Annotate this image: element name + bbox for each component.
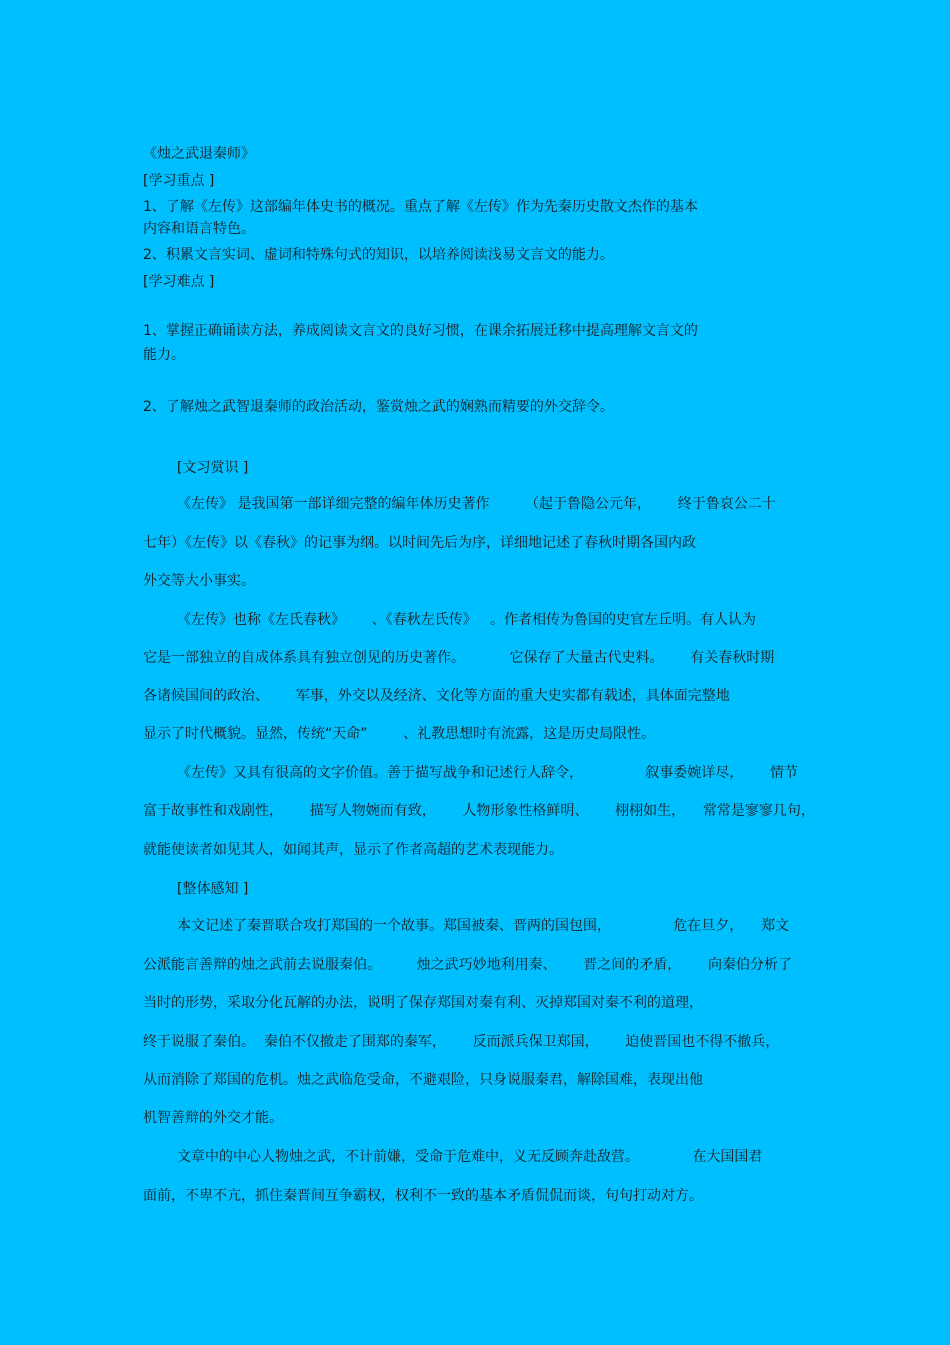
paragraph-line: 公派能言善辩的烛之武前去说服秦伯。 烛之武巧妙地利用秦、 晋之间的矛盾， 向秦伯分析了	[143, 957, 793, 973]
paragraph-line: 文章中的中心人物烛之武，不计前嫌，受命于危难中，义无反顾奔赴敌营。 在大国国君	[177, 1149, 763, 1165]
paragraph-line: 显示了时代概貌。显然，传统“天命” 、礼教思想时有流露，这是历史局限性。	[143, 726, 656, 742]
study-difficulty-item-1-cont: 能力。	[143, 347, 185, 363]
paragraph-line: 当时的形势，采取分化瓦解的办法，说明了保存郑国对秦有利、灭掉郑国对秦不利的道理，	[143, 995, 703, 1011]
paragraph-line: 它是一部独立的自成体系具有独立创见的历史著作。 它保存了大量古代史料。 有关春秋时期	[143, 650, 775, 666]
literary-knowledge-heading: [文习赏识 ]	[177, 460, 249, 476]
overall-perception-heading: [整体感知 ]	[177, 881, 249, 897]
study-focus-item-1: 1、了解《左传》这部编年体史书的概况。重点了解《左传》作为先秦历史散文杰作的基本	[143, 199, 698, 215]
study-difficulty-item-1: 1、掌握正确诵读方法，养成阅读文言文的良好习惯，在课余拓展迁移中提高理解文言文的	[143, 323, 698, 339]
paragraph-line: 面前，不卑不亢，抓住秦晋间互争霸权，权利不一致的基本矛盾侃侃而谈，句句打动对方。	[143, 1188, 703, 1204]
paragraph-line: 各诸候国间的政治、 军事，外交以及经济、文化等方面的重大史实都有载述，具体面完整地	[143, 688, 730, 704]
paragraph-line: 外交等大小事实。	[143, 573, 255, 589]
document-title: 《烛之武退秦师》	[143, 146, 255, 162]
paragraph-line: 终于说服了秦伯。 秦伯不仅撤走了围郑的秦军， 反而派兵保卫郑国， 迫使晋国也不得不撤兵，	[143, 1034, 780, 1050]
paragraph-line: 本文记述了秦晋联合攻打郑国的一个故事。郑国被秦、晋两的国包围， 危在旦夕， 郑文	[177, 918, 790, 934]
paragraph-line: 从而消除了郑国的危机。烛之武临危受命，不避艰险，只身说服秦君，解除国难，表现出他	[143, 1072, 703, 1088]
study-difficulty-item-2: 2、了解烛之武智退秦师的政治活动，鉴赏烛之武的娴熟而精要的外交辞令。	[143, 399, 614, 415]
paragraph-line: 就能使读者如见其人，如闻其声，显示了作者高超的艺术表现能力。	[143, 842, 563, 858]
paragraph-line: 机智善辩的外交才能。	[143, 1110, 283, 1126]
study-focus-item-1-cont: 内容和语言特色。	[143, 221, 255, 237]
study-focus-heading: [学习重点 ]	[143, 173, 215, 189]
study-focus-item-2: 2、积累文言实词、虚词和特殊句式的知识，以培养阅读浅易文言文的能力。	[143, 247, 614, 263]
paragraph-line: 《左传》也称《左氏春秋》 、《春秋左氏传》 。作者相传为鲁国的史官左丘明。有人认为	[177, 612, 757, 628]
paragraph-line: 七年）《左传》以《春秋》的记事为纲。以时间先后为序，详细地记述了春秋时期各国内政	[143, 535, 696, 551]
study-difficulty-heading: [学习难点 ]	[143, 274, 215, 290]
paragraph-line: 富于故事性和戏剧性， 描写人物婉而有致， 人物形象性格鲜明、 栩栩如生， 常常是寥寥几句，	[143, 803, 815, 819]
paragraph-line: 《左传》又具有很高的文字价值。善于描写战争和记述行人辞令， 叙事委婉详尽， 情节	[177, 765, 799, 781]
paragraph-line: 《左传》 是我国第一部详细完整的编年体历史著作 （起于鲁隐公元年， 终于鲁哀公二十	[177, 496, 776, 512]
